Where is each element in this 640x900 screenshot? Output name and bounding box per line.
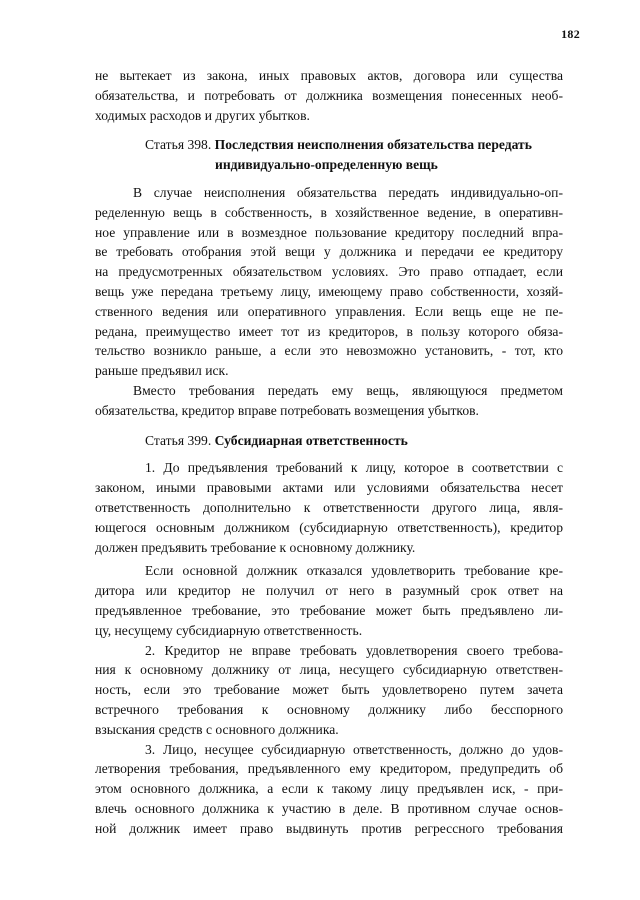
text-line: ния к основному должнику от лица, несущего субсидиарную ответствен-	[95, 662, 563, 678]
text-line: 3. Лицо, несущее субсидиарную ответственность, должно до удов-	[145, 741, 563, 757]
text-line: ность, если это требование может быть удовлетворено путем зачета	[95, 682, 563, 698]
text-line: обязательства, кредитор вправе потребовать возмещения убытков.	[95, 402, 479, 418]
text-line: ственного ведения или оперативного управления. Если вещь еще не пе-	[95, 303, 563, 319]
text-line: редана, преимущество имеет тот из кредиторов, в пользу которого обяза-	[95, 323, 563, 339]
text-line: ве требовать отобрания этой вещи у должника и передачи ее кредитору	[95, 244, 563, 260]
text-line: должен предъявить требование к основному должнику.	[95, 539, 416, 555]
text-line: тельство возникло раньше, а если это невозможно установить, - тот, кто	[95, 343, 563, 359]
text-body	[95, 66, 563, 838]
article-398-prefix: Статья 398.	[145, 137, 212, 153]
text-line: не вытекает из закона, иных правовых актов, договора или существа	[95, 68, 563, 83]
text-line: законом, иными правовыми актами или условиями обязательства несет	[95, 480, 563, 496]
text-line: дитора или кредитор не получил от него в разумный срок ответ на	[95, 583, 563, 599]
text-line: взыскания средств с основного должника.	[95, 721, 339, 737]
text-line: ределенную вещь в собственность, в хозяйственное ведение, в оперативн-	[95, 204, 563, 220]
text-line: ответственность дополнительно к ответственности другого лица, явля-	[95, 499, 563, 515]
page-number: 182	[561, 27, 580, 41]
text-line: встречного требования к основному должнику либо бесспорного	[95, 701, 563, 717]
article-398-title-line2: индивидуально-определенную вещь	[215, 157, 438, 173]
text-line: на предусмотренных обязательством условиях. Это право отпадает, если	[95, 264, 563, 280]
article-399-paragraph-2	[95, 561, 563, 640]
article-399-title: Субсидиарная ответственность	[214, 432, 408, 448]
text-line: ной должник имеет право выдвинуть против регрессного требования	[95, 820, 563, 836]
text-line: Вместо требования передать ему вещь, являющуюся предметом	[133, 382, 563, 398]
article-399-paragraph-1	[95, 458, 563, 557]
article-398-heading	[95, 135, 563, 175]
text-line: ющегося основным должником (субсидиарную ответственность), кредитор	[95, 519, 563, 535]
text-line: 1. До предъявления требований к лицу, которое в соответствии с	[145, 460, 563, 476]
text-line: влечь основного должника к участию в деле. В противном случае основ-	[95, 800, 563, 816]
text-line: предъявленное требование, это требование может быть предъявлено ли-	[95, 602, 563, 618]
article-399-prefix: Статья 399.	[145, 432, 212, 448]
intro-paragraph	[95, 66, 563, 125]
text-line: цу, несущему субсидиарную ответственность.	[95, 622, 363, 638]
text-line: этом основного должника, а если к такому лицу предъявлен иск, - при-	[95, 781, 563, 797]
text-line: обязательства, и потребовать от должника возмещения понесенных необ-	[95, 87, 563, 103]
text-line: раньше предъявил иск.	[95, 363, 229, 379]
text-line: 2. Кредитор не вправе требовать удовлетворения своего требова-	[145, 642, 563, 658]
text-line: летворения требования, предъявленного ему кредитором, предупредить об	[95, 761, 563, 777]
article-398-paragraph-2	[95, 381, 563, 421]
article-398-paragraph-1	[95, 183, 563, 381]
text-line: ходимых расходов и других убытков.	[95, 107, 310, 123]
text-line: Если основной должник отказался удовлетворить требование кре-	[145, 563, 563, 579]
article-399-paragraph-3	[95, 641, 563, 740]
article-399-paragraph-4	[95, 740, 563, 839]
text-line: В случае неисполнения обязательства передать индивидуально-оп-	[133, 184, 563, 200]
article-398-title-line1: Последствия неисполнения обязательства передать	[214, 137, 532, 153]
article-399-heading	[95, 431, 563, 451]
text-line: ное управление или в возмездное пользование кредитору последний впра-	[95, 224, 563, 240]
text-line: вещь уже передана третьему лицу, имеющему право собственности, хозяй-	[95, 283, 563, 299]
